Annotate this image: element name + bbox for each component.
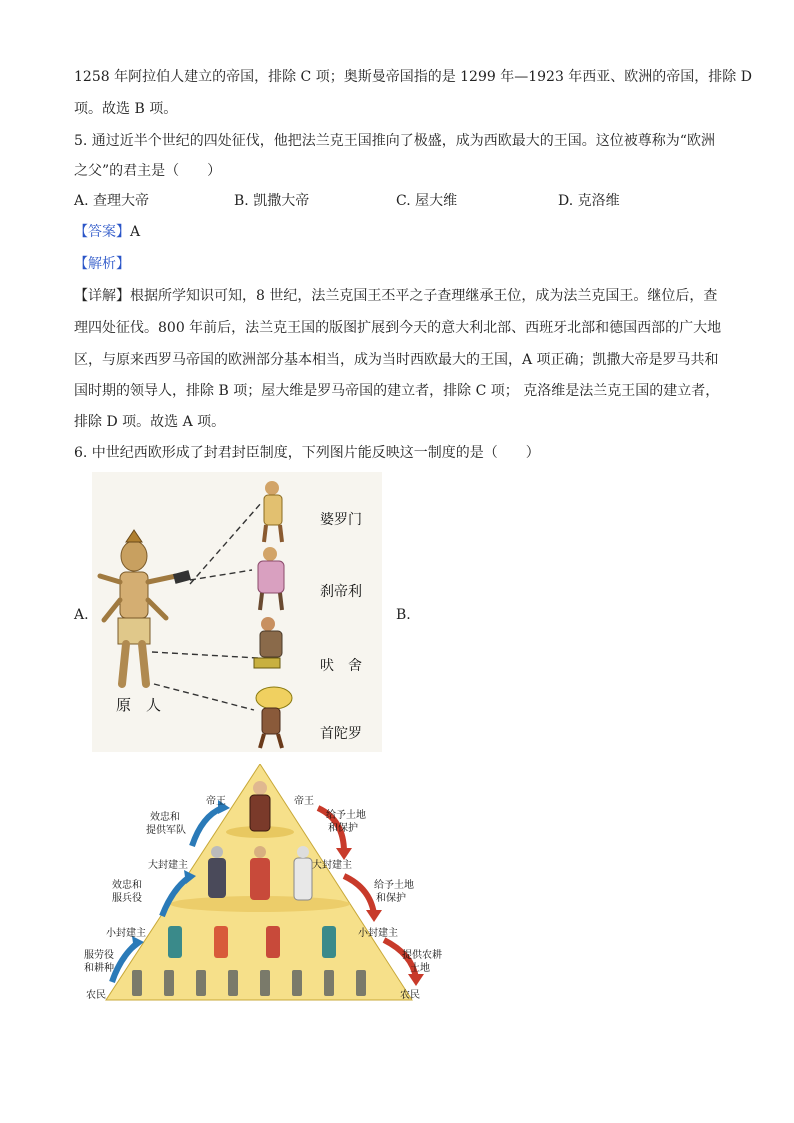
q5-detail-line4: 国时期的领导人，排除 B 项；屋大维是罗马帝国的建立者，排除 C 项； 克洛维是法兰克王国的建立者， (74, 383, 720, 399)
prev-paragraph-line2: 项。故选 B 项。 (74, 101, 178, 117)
label-loyalty-army-1: 效忠和 (150, 812, 180, 823)
q5-detail-line1 (74, 286, 717, 306)
q5-option-c: C. 屋大维 (396, 193, 458, 209)
q5-option-a: A. 查理大帝 (74, 193, 150, 209)
q5-detail-line3: 区，与原来西罗马帝国的欧洲部分基本相当，成为当时西欧最大的王国，A 项正确；凯撒大帝是罗马共和 (74, 352, 719, 368)
label-lesser-lord-left: 小封建主 (106, 928, 146, 939)
label-land-protect-2b: 和保护 (376, 893, 406, 904)
origin-man-label: 原 人 (116, 696, 162, 714)
q5-detail-line2: 理四处征伐。800 年前后，法兰克王国的版图扩展到今天的意大利北部、西班牙北部和德国西部的广大地 (74, 320, 722, 336)
label-loyalty-army-2: 提供军队 (146, 825, 186, 836)
label-great-lord-right: 大封建主 (312, 860, 352, 871)
q6-stem: 6. 中世纪西欧形成了封君封臣制度，下列图片能反映这一制度的是（ ） (74, 445, 540, 461)
label-land-protect-1a: 给予土地 (326, 810, 366, 821)
label-land-protect-2a: 给予土地 (374, 880, 414, 891)
prev-paragraph-line1: 1258 年阿拉伯人建立的帝国，排除 C 项；奥斯曼帝国指的是 1299 年—1923 年西亚、欧洲的帝国，排除 D (74, 69, 752, 85)
q5-answer-row (74, 222, 140, 242)
label-peasant-right: 农民 (400, 990, 420, 1001)
q5-option-b: B. 凯撒大帝 (234, 193, 310, 209)
label-provide-farmland-1: 提供农耕 (402, 950, 442, 961)
analysis-tag: 【解析】 (74, 256, 130, 272)
detail-text-1: 根据所学知识可知，8 世纪，法兰克国王丕平之子查理继承王位，成为法兰克国王。继位后，查 (130, 288, 718, 304)
label-labor-farm-1: 服劳役 (84, 950, 114, 961)
q5-detail-line5: 排除 D 项。故选 A 项。 (74, 414, 226, 430)
caste-label-shudra: 首陀罗 (320, 726, 362, 742)
label-king-right: 帝王 (294, 796, 314, 807)
q6-option-b-label: B. (396, 607, 411, 623)
label-great-lord-left: 大封建主 (148, 860, 188, 871)
q6-option-a-label: A. (74, 607, 89, 623)
label-loyalty-service-1: 效忠和 (112, 880, 142, 891)
label-loyalty-service-2: 服兵役 (112, 893, 142, 904)
q5-stem-line1: 5. 通过近半个世纪的四处征伐，他把法兰克王国推向了极盛，成为西欧最大的王国。这位被尊称为“欧洲 (74, 133, 715, 149)
q5-stem-line2: 之父”的君主是（ ） (74, 163, 222, 179)
label-land-protect-1b: 和保护 (328, 823, 358, 834)
label-labor-farm-2: 和耕种 (84, 963, 114, 974)
label-lesser-lord-right: 小封建主 (358, 928, 398, 939)
label-peasant-left: 农民 (86, 990, 106, 1001)
caste-label-brahmin: 婆罗门 (320, 512, 362, 528)
caste-label-kshatriya: 刹帝利 (320, 584, 362, 600)
q5-option-d: D. 克洛维 (558, 193, 620, 209)
answer-tag: 【答案】 (74, 224, 130, 240)
label-provide-farmland-2: 土地 (410, 963, 430, 974)
caste-diagram-figure (92, 472, 382, 752)
q5-analysis-row (74, 254, 130, 274)
detail-tag: 【详解】 (74, 288, 130, 304)
label-king-left: 帝王 (206, 796, 226, 807)
answer-value: A (130, 224, 141, 240)
caste-label-vaishya: 吠 舍 (320, 658, 362, 674)
feudal-pyramid-figure (82, 764, 446, 1002)
